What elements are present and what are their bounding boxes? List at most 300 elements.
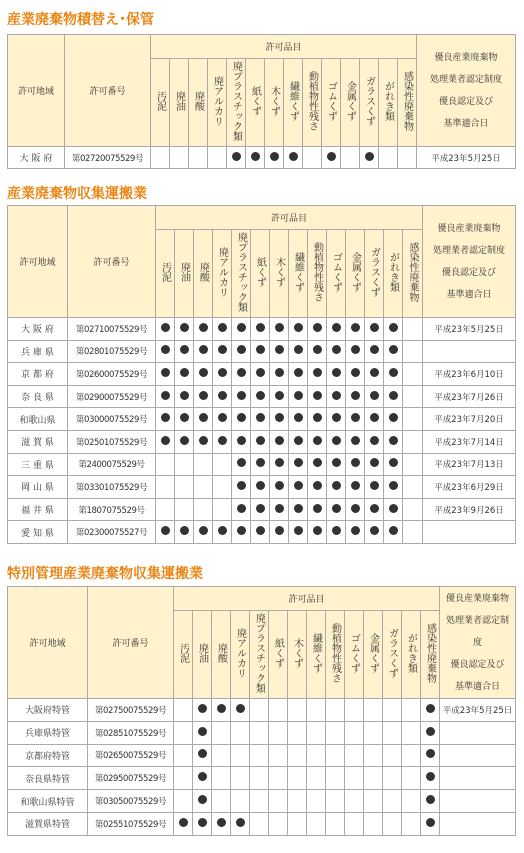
permit-number: 第02501075529号: [75, 437, 148, 448]
item-header-waste-oil: [193, 611, 212, 699]
item-header-label: がれき類: [405, 633, 417, 673]
mark-cell-debris: [384, 498, 403, 521]
mark-cell-debris: [384, 521, 403, 544]
mark-cell-waste-alkali: [231, 699, 250, 722]
certification-date-cell: [440, 699, 516, 722]
permitted-dot-icon: [332, 526, 341, 535]
certification-header: [423, 206, 516, 318]
permitted-dot-icon: [389, 413, 398, 422]
mark-cell-animal-plant-residue: [308, 318, 327, 341]
permitted-dot-icon: [198, 727, 207, 736]
region-cell: 京 都 府: [8, 363, 68, 386]
mark-cell-metal-waste: [364, 767, 383, 790]
permitted-dot-icon: [294, 368, 303, 377]
mark-cell-metal-waste: [364, 699, 383, 722]
mark-cell-waste-acid: [194, 318, 213, 341]
permit-number: 第02710075529号: [75, 324, 148, 335]
permitted-dot-icon: [275, 481, 284, 490]
mark-cell-glass-waste: [383, 790, 402, 813]
mark-cell-waste-oil: [175, 408, 194, 431]
permit-number: 第02750075529号: [94, 705, 167, 716]
mark-cell-waste-plastics: [232, 318, 251, 341]
region-header: 許可地域: [8, 206, 68, 318]
permitted-dot-icon: [389, 504, 398, 513]
permitted-dot-icon: [426, 727, 435, 736]
item-header-label: 動植物性残さ: [311, 242, 323, 302]
mark-cell-sludge: [174, 744, 193, 767]
mark-cell-debris: [402, 744, 421, 767]
mark-cell-infectious-waste: [421, 699, 440, 722]
mark-cell-rubber-waste: [327, 476, 346, 499]
permitted-dot-icon: [294, 391, 303, 400]
permitted-dot-icon: [370, 436, 379, 445]
item-header-label: 紙くず: [254, 257, 266, 287]
mark-cell-wood-waste: [265, 147, 284, 169]
mark-cell-rubber-waste: [327, 430, 346, 453]
permitted-dot-icon: [179, 818, 188, 827]
item-header-label: 廃プラスチック類: [230, 61, 242, 141]
permitted-dot-icon: [198, 795, 207, 804]
mark-cell-fiber-waste: [289, 408, 308, 431]
region-cell: 大 阪 府: [8, 147, 65, 169]
permitted-dot-icon: [313, 436, 322, 445]
permitted-dot-icon: [351, 368, 360, 377]
mark-cell-waste-plastics: [232, 430, 251, 453]
mark-cell-infectious-waste: [403, 408, 423, 431]
certification-date-cell: [423, 385, 516, 408]
mark-cell-rubber-waste: [345, 744, 364, 767]
certification-date-cell: [423, 476, 516, 499]
mark-cell-sludge: [174, 699, 193, 722]
certification-date: 平成23年6月29日: [434, 482, 504, 493]
permitted-dot-icon: [275, 368, 284, 377]
mark-cell-debris: [402, 790, 421, 813]
permitted-dot-icon: [370, 368, 379, 377]
mark-cell-paper-waste: [246, 147, 265, 169]
mark-cell-glass-waste: [365, 430, 384, 453]
mark-cell-fiber-waste: [289, 453, 308, 476]
mark-cell-debris: [402, 721, 421, 744]
table-row: [8, 318, 516, 341]
permitted-dot-icon: [294, 323, 303, 332]
permitted-dot-icon: [389, 368, 398, 377]
mark-cell-paper-waste: [251, 430, 270, 453]
permitted-dot-icon: [256, 413, 265, 422]
item-header-debris: [384, 230, 403, 318]
permitted-dot-icon: [237, 481, 246, 490]
mark-cell-waste-oil: [193, 699, 212, 722]
table-row: [8, 340, 516, 363]
mark-cell-wood-waste: [270, 385, 289, 408]
permitted-dot-icon: [256, 458, 265, 467]
item-header-waste-alkali: [208, 59, 227, 147]
table-row: [8, 408, 516, 431]
mark-cell-metal-waste: [346, 318, 365, 341]
mark-cell-wood-waste: [288, 812, 307, 835]
permit-number-cell: [88, 812, 174, 835]
permit-number: 第1807075529号: [78, 505, 145, 516]
item-header-label: 廃油: [173, 91, 185, 111]
permitted-dot-icon: [256, 368, 265, 377]
certification-header-line: 優良認定及び: [442, 267, 497, 278]
item-header-label: 木くず: [273, 257, 285, 287]
item-header-paper-waste: [246, 59, 265, 147]
mark-cell-waste-oil: [175, 430, 194, 453]
item-header-label: ガラスくず: [363, 76, 375, 126]
permitted-dot-icon: [199, 368, 208, 377]
mark-cell-infectious-waste: [403, 498, 423, 521]
certification-date: 平成23年6月10日: [434, 369, 504, 380]
item-header-sludge: [174, 611, 193, 699]
permitted-dot-icon: [351, 504, 360, 513]
item-header-label: 動植物性残さ: [329, 623, 341, 683]
permitted-dot-icon: [275, 391, 284, 400]
mark-cell-infectious-waste: [421, 812, 440, 835]
permit-number-cell: [88, 721, 174, 744]
mark-cell-waste-oil: [193, 767, 212, 790]
certification-date-cell: [423, 363, 516, 386]
mark-cell-paper-waste: [251, 521, 270, 544]
item-header-fiber-waste: [284, 59, 303, 147]
item-header-label: 紙くず: [272, 638, 284, 668]
item-header-waste-oil: [170, 59, 189, 147]
mark-cell-waste-plastics: [232, 363, 251, 386]
permitted-dot-icon: [180, 526, 189, 535]
permitted-dot-icon: [332, 323, 341, 332]
mark-cell-paper-waste: [251, 340, 270, 363]
mark-cell-paper-waste: [269, 721, 288, 744]
item-header-label: 廃酸: [215, 643, 227, 663]
certification-date: 平成23年7月26日: [434, 392, 504, 403]
mark-cell-wood-waste: [270, 430, 289, 453]
mark-cell-wood-waste: [270, 363, 289, 386]
permitted-dot-icon: [256, 526, 265, 535]
table-row: [8, 498, 516, 521]
item-header-label: 廃アルカリ: [211, 76, 223, 126]
mark-cell-waste-plastics: [232, 408, 251, 431]
mark-cell-metal-waste: [341, 147, 360, 169]
permit-number-cell: [68, 318, 156, 341]
mark-cell-waste-alkali: [213, 430, 232, 453]
table-row: [8, 790, 516, 813]
mark-cell-waste-oil: [175, 385, 194, 408]
permitted-dot-icon: [426, 749, 435, 758]
mark-cell-rubber-waste: [327, 340, 346, 363]
mark-cell-wood-waste: [270, 476, 289, 499]
mark-cell-waste-oil: [175, 521, 194, 544]
permit-number-cell: [88, 767, 174, 790]
mark-cell-waste-acid: [212, 721, 231, 744]
mark-cell-animal-plant-residue: [308, 521, 327, 544]
region-cell: 大 阪 府: [8, 318, 68, 341]
mark-cell-sludge: [174, 812, 193, 835]
item-header-fiber-waste: [289, 230, 308, 318]
permitted-dot-icon: [256, 481, 265, 490]
mark-cell-debris: [384, 408, 403, 431]
item-header-sludge: [156, 230, 175, 318]
mark-cell-waste-acid: [212, 699, 231, 722]
table-row: [8, 721, 516, 744]
mark-cell-sludge: [156, 408, 175, 431]
mark-cell-glass-waste: [365, 476, 384, 499]
permitted-dot-icon: [289, 152, 298, 161]
mark-cell-wood-waste: [288, 767, 307, 790]
permitted-dot-icon: [199, 323, 208, 332]
mark-cell-waste-plastics: [227, 147, 246, 169]
item-header-debris: [402, 611, 421, 699]
item-header-label: 廃アルカリ: [234, 628, 246, 678]
permitted-dot-icon: [351, 413, 360, 422]
certification-date: 平成23年5月25日: [442, 705, 513, 716]
mark-cell-glass-waste: [365, 498, 384, 521]
item-header-infectious-waste: [398, 59, 417, 147]
mark-cell-fiber-waste: [289, 318, 308, 341]
mark-cell-animal-plant-residue: [308, 363, 327, 386]
mark-cell-waste-acid: [194, 363, 213, 386]
permitted-dot-icon: [237, 391, 246, 400]
mark-cell-wood-waste: [270, 498, 289, 521]
item-header-label: ガラスくず: [386, 628, 398, 678]
mark-cell-animal-plant-residue: [308, 430, 327, 453]
mark-cell-glass-waste: [383, 767, 402, 790]
table-row: [8, 767, 516, 790]
item-header-label: 木くず: [291, 638, 303, 668]
certification-date: 平成23年5月25日: [431, 153, 501, 164]
item-header-label: 汚泥: [154, 91, 166, 111]
permitted-dot-icon: [198, 818, 207, 827]
mark-cell-fiber-waste: [289, 521, 308, 544]
certification-header-line: 処理業者認定制度: [430, 74, 503, 85]
mark-cell-waste-plastics: [250, 812, 269, 835]
region-cell: 滋賀県特管: [8, 812, 88, 835]
mark-cell-metal-waste: [364, 790, 383, 813]
mark-cell-waste-plastics: [232, 453, 251, 476]
permitted-dot-icon: [256, 504, 265, 513]
mark-cell-animal-plant-residue: [308, 476, 327, 499]
permitted-dot-icon: [313, 368, 322, 377]
permitted-dot-icon: [389, 436, 398, 445]
item-header-label: 木くず: [268, 86, 280, 116]
permitted-dot-icon: [389, 481, 398, 490]
permitted-dot-icon: [332, 458, 341, 467]
table-row: [8, 385, 516, 408]
permitted-dot-icon: [180, 368, 189, 377]
mark-cell-fiber-waste: [289, 430, 308, 453]
permit-number: 第02950075529号: [94, 774, 167, 785]
mark-cell-waste-acid: [194, 430, 213, 453]
item-header-infectious-waste: [403, 230, 423, 318]
mark-cell-infectious-waste: [421, 767, 440, 790]
table-row: [8, 363, 516, 386]
mark-cell-infectious-waste: [403, 318, 423, 341]
permitted-dot-icon: [426, 772, 435, 781]
certification-header-line: 優良認定及び: [450, 659, 505, 670]
mark-cell-waste-alkali: [213, 521, 232, 544]
mark-cell-waste-acid: [212, 744, 231, 767]
item-header-metal-waste: [346, 230, 365, 318]
region-header: 許可地域: [8, 587, 88, 699]
permitted-dot-icon: [161, 413, 170, 422]
region-cell: 大阪府特管: [8, 699, 88, 722]
item-header-waste-acid: [189, 59, 208, 147]
mark-cell-fiber-waste: [307, 790, 326, 813]
certification-date-cell: [423, 430, 516, 453]
mark-cell-sludge: [156, 430, 175, 453]
permitted-dot-icon: [370, 458, 379, 467]
item-header-waste-acid: [194, 230, 213, 318]
item-header-label: 感染性廃棄物: [424, 623, 436, 683]
certification-date-cell: [440, 744, 516, 767]
mark-cell-debris: [384, 385, 403, 408]
section-title: 特別管理産業廃棄物収集運搬業: [7, 566, 203, 582]
permit-number-cell: [88, 699, 174, 722]
mark-cell-metal-waste: [346, 363, 365, 386]
permitted-dot-icon: [313, 526, 322, 535]
mark-cell-metal-waste: [346, 521, 365, 544]
mark-cell-paper-waste: [251, 363, 270, 386]
mark-cell-fiber-waste: [289, 385, 308, 408]
mark-cell-waste-oil: [175, 498, 194, 521]
mark-cell-infectious-waste: [403, 476, 423, 499]
permitted-dot-icon: [370, 413, 379, 422]
mark-cell-paper-waste: [251, 318, 270, 341]
mark-cell-waste-alkali: [213, 363, 232, 386]
permitted-dot-icon: [294, 481, 303, 490]
region-cell: 奈 良 県: [8, 385, 68, 408]
permitted-dot-icon: [237, 368, 246, 377]
permitted-dot-icon: [332, 504, 341, 513]
mark-cell-wood-waste: [270, 340, 289, 363]
mark-cell-wood-waste: [288, 699, 307, 722]
region-cell: 奈良県特管: [8, 767, 88, 790]
mark-cell-metal-waste: [346, 476, 365, 499]
mark-cell-animal-plant-residue: [326, 812, 345, 835]
mark-cell-sludge: [174, 767, 193, 790]
mark-cell-waste-alkali: [213, 385, 232, 408]
header-row: [8, 587, 516, 611]
permitted-dot-icon: [313, 481, 322, 490]
mark-cell-waste-oil: [175, 453, 194, 476]
permitted-dot-icon: [275, 458, 284, 467]
item-header-paper-waste: [269, 611, 288, 699]
table-row: [8, 430, 516, 453]
mark-cell-debris: [402, 812, 421, 835]
item-header-waste-plastics: [232, 230, 251, 318]
permit-number: 第02851075529号: [94, 728, 167, 739]
mark-cell-infectious-waste: [403, 385, 423, 408]
mark-cell-paper-waste: [269, 744, 288, 767]
permitted-dot-icon: [199, 436, 208, 445]
permitted-dot-icon: [332, 481, 341, 490]
mark-cell-wood-waste: [288, 790, 307, 813]
permitted-dot-icon: [218, 526, 227, 535]
mark-cell-waste-plastics: [232, 340, 251, 363]
permitted-dot-icon: [313, 458, 322, 467]
mark-cell-rubber-waste: [327, 363, 346, 386]
mark-cell-glass-waste: [383, 744, 402, 767]
mark-cell-waste-acid: [212, 790, 231, 813]
mark-cell-waste-plastics: [232, 498, 251, 521]
item-header-label: 廃油: [196, 643, 208, 663]
table-row: [8, 147, 516, 169]
item-header-label: 廃プラスチック類: [253, 613, 265, 693]
item-header-debris: [379, 59, 398, 147]
table-row: [8, 744, 516, 767]
mark-cell-glass-waste: [365, 385, 384, 408]
permitted-dot-icon: [294, 413, 303, 422]
mark-cell-metal-waste: [346, 430, 365, 453]
mark-cell-waste-plastics: [232, 476, 251, 499]
mark-cell-waste-alkali: [208, 147, 227, 169]
certification-date: 平成23年9月26日: [434, 505, 504, 516]
mark-cell-metal-waste: [364, 721, 383, 744]
table-row: [8, 521, 516, 544]
number-header: 許可番号: [68, 206, 156, 318]
permitted-dot-icon: [351, 391, 360, 400]
mark-cell-infectious-waste: [403, 453, 423, 476]
permit-number-cell: [68, 498, 156, 521]
permitted-dot-icon: [389, 391, 398, 400]
item-header-rubber-waste: [345, 611, 364, 699]
mark-cell-rubber-waste: [327, 498, 346, 521]
permitted-dot-icon: [332, 436, 341, 445]
region-cell: 滋 賀 県: [8, 430, 68, 453]
certification-header-line: 度: [473, 637, 483, 648]
certification-date-cell: [423, 340, 516, 363]
item-header-label: ゴムくず: [330, 252, 342, 292]
permitted-dot-icon: [180, 413, 189, 422]
mark-cell-rubber-waste: [327, 521, 346, 544]
permitted-dot-icon: [327, 152, 336, 161]
permitted-dot-icon: [198, 772, 207, 781]
region-cell: 兵庫県特管: [8, 721, 88, 744]
permit-number-cell: [68, 430, 156, 453]
certification-header-line: 基準適合日: [446, 289, 492, 300]
mark-cell-infectious-waste: [403, 340, 423, 363]
item-header-wood-waste: [270, 230, 289, 318]
mark-cell-infectious-waste: [403, 363, 423, 386]
table-row: [8, 812, 516, 835]
mark-cell-sludge: [151, 147, 170, 169]
certification-date-cell: [423, 498, 516, 521]
permitted-dot-icon: [426, 704, 435, 713]
permitted-dot-icon: [180, 391, 189, 400]
mark-cell-waste-alkali: [231, 767, 250, 790]
mark-cell-sludge: [174, 790, 193, 813]
permit-number: 第2400075529号: [78, 460, 145, 471]
mark-cell-waste-oil: [193, 744, 212, 767]
permitted-dot-icon: [389, 458, 398, 467]
item-header-waste-plastics: [250, 611, 269, 699]
mark-cell-infectious-waste: [421, 790, 440, 813]
item-header-label: 廃アルカリ: [216, 247, 228, 297]
mark-cell-sludge: [156, 340, 175, 363]
permitted-dot-icon: [389, 345, 398, 354]
mark-cell-debris: [384, 340, 403, 363]
mark-cell-fiber-waste: [307, 699, 326, 722]
number-header: 許可番号: [65, 35, 151, 147]
permit-number: 第03000075529号: [75, 415, 148, 426]
mark-cell-infectious-waste: [421, 744, 440, 767]
permitted-dot-icon: [370, 504, 379, 513]
permit-number-cell: [68, 408, 156, 431]
permitted-dot-icon: [256, 323, 265, 332]
mark-cell-waste-plastics: [250, 744, 269, 767]
item-header-label: 汚泥: [159, 262, 171, 282]
permitted-dot-icon: [256, 345, 265, 354]
header-row: [8, 35, 516, 59]
certification-header-line: 優良産業廃棄物: [446, 593, 510, 604]
